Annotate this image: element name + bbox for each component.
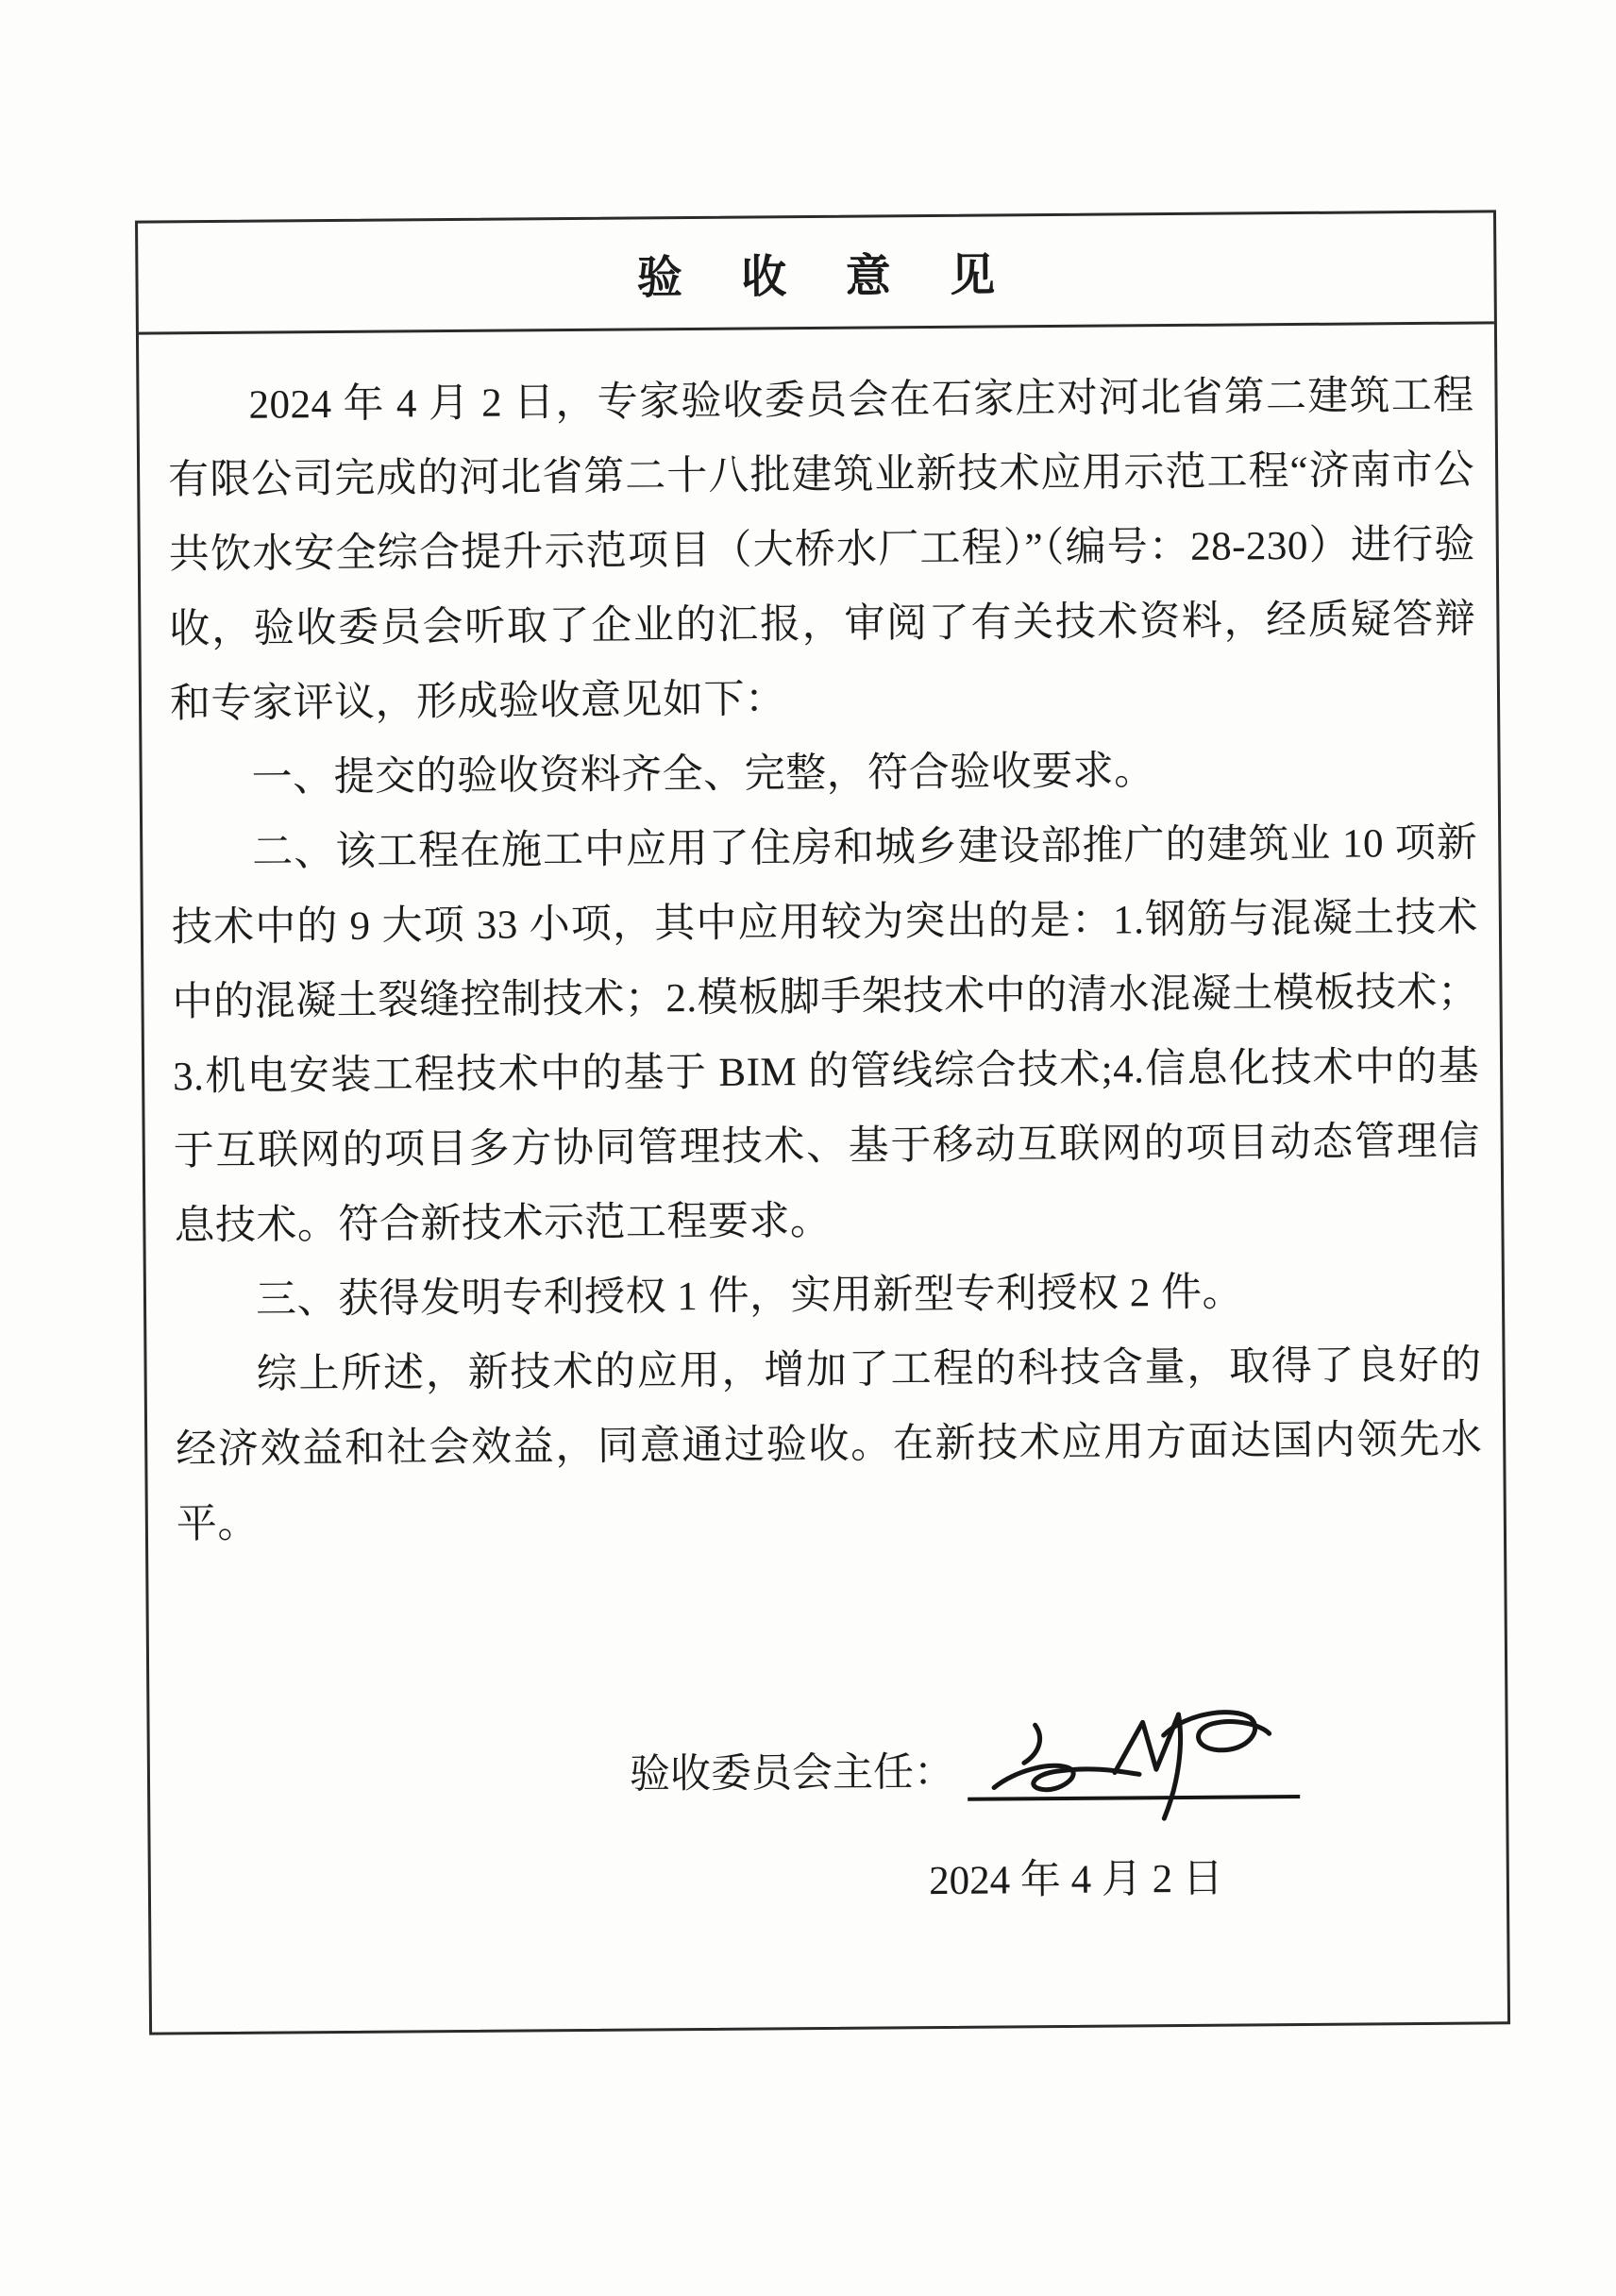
document-body [139, 324, 1504, 1562]
signature-row [630, 1742, 1300, 1804]
document-title: 验收意见 [636, 250, 1054, 304]
body-paragraph-intro: 2024 年 4 月 2 日，专家验收委员会在石家庄对河北省第二建筑工程有限公司完成的河北省第二十八批建筑业新技术应用示范工程“济南市公共饮水安全综合提升示范项目（大桥水厂工程）”（编号：28-230）进行验收，验收委员会听取了企业的汇报，审阅了有关技术资料，经质疑答辩和专家评议，形成验收意见如下： [168, 373, 1476, 727]
signature-date: 2024 年 4 月 2 日 [928, 1856, 1224, 1904]
body-paragraph-item-1: 一、提交的验收资料齐全、完整，符合验收要求。 [251, 749, 1155, 801]
signature-label: 验收委员会主任： [629, 1749, 955, 1798]
body-paragraph-item-2: 二、该工程在施工中应用了住房和城乡建设部推广的建筑业 10 项新技术中的 9 大项 33 小项，其中应用较为突出的是：1.钢筋与混凝土技术中的混凝土裂缝控制技术；2.模板脚手架技术中的清水混凝土模板技术；3.机电安装工程技术中的基于 BIM 的管线综合技术;4.信息化技术中的基于互联网的项目多方协同管理技术、基于移动互联网的项目动态管理信息技术。符合新技术示范工程要求。 [171, 820, 1480, 1249]
title-bar [138, 212, 1494, 334]
signature-handwriting [976, 1702, 1288, 1828]
body-paragraph-item-3: 三、获得发明专利授权 1 件，实用新型专利授权 2 件。 [255, 1270, 1244, 1323]
acceptance-opinion-box [135, 210, 1510, 2034]
body-paragraph-conclusion: 综上所述，新技术的应用，增加了工程的科技含量，取得了良好的经济效益和社会效益，同意通过验收。在新技术应用方面达国内领先水平。 [176, 1342, 1483, 1547]
signature-line [968, 1742, 1300, 1801]
